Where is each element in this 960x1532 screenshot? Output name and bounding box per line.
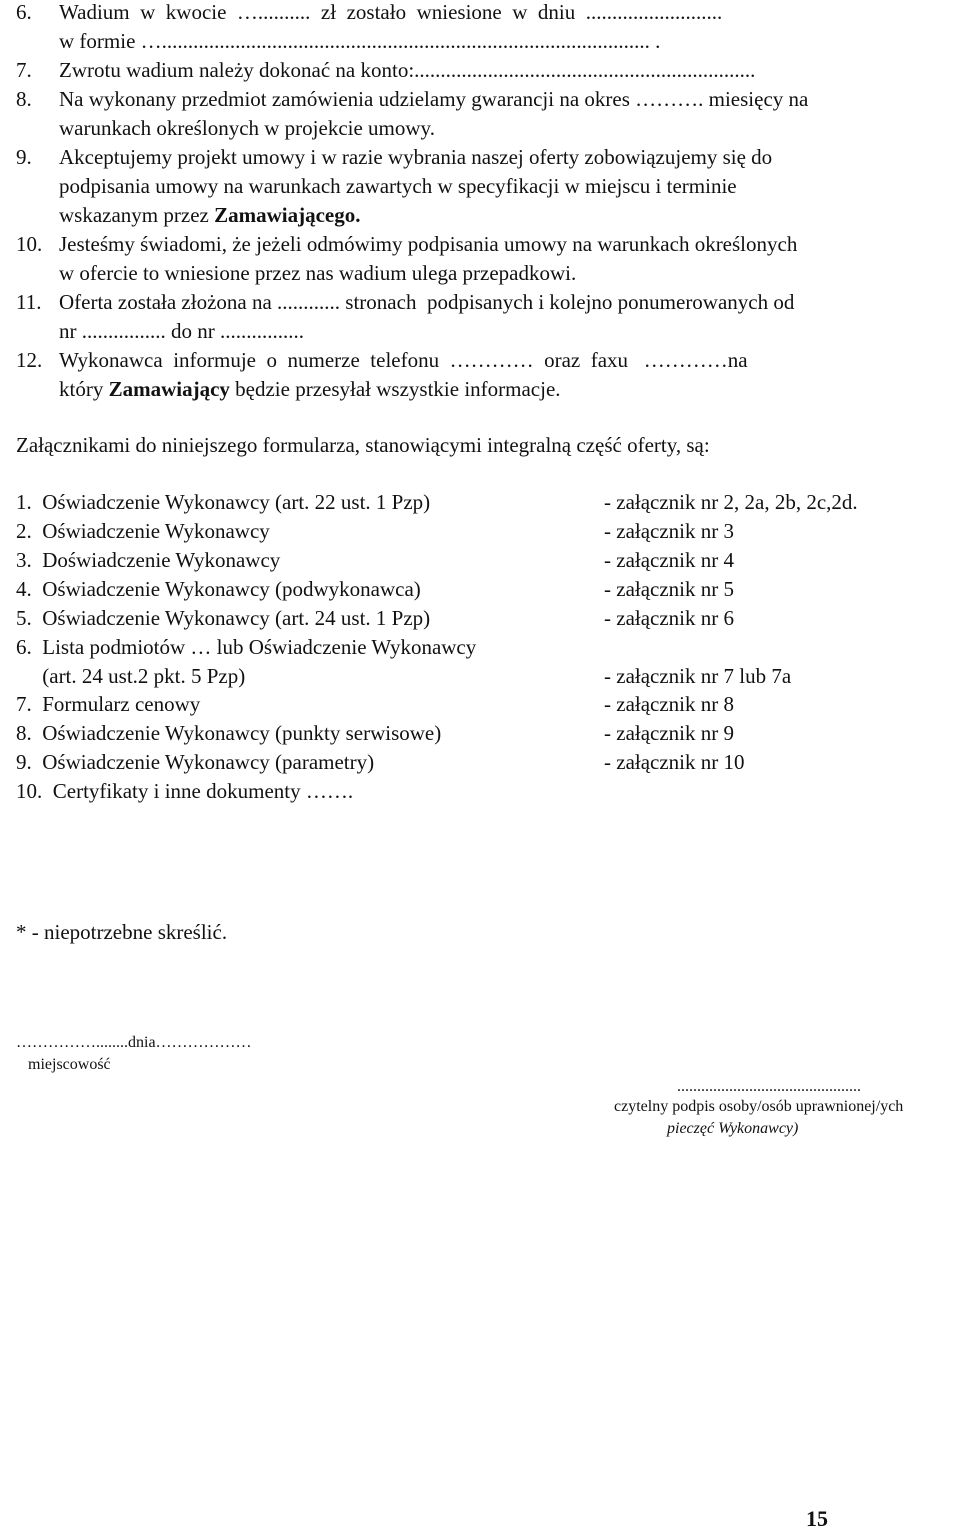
item-text: Zwrotu wadium należy dokonać na konto:................................................................. bbox=[59, 58, 756, 82]
attachment-name: 7. Formularz cenowy bbox=[16, 692, 201, 716]
place-date-line: ……………........dnia……………… bbox=[16, 1034, 252, 1051]
item-text: Jesteśmy świadomi, że jeżeli odmówimy podpisania umowy na warunkach określonych bbox=[59, 232, 798, 256]
item-text: Na wykonany przedmiot zamówienia udzielamy gwarancji na okres ………. miesięcy na bbox=[59, 87, 809, 111]
attachment-name: (art. 24 ust.2 pkt. 5 Pzp) bbox=[16, 664, 246, 688]
attachment-ref: - załącznik nr 8 bbox=[604, 692, 735, 716]
item-text: Wadium w kwocie ….......... zł zostało wniesione w dniu .......................... bbox=[59, 0, 723, 24]
item-text bbox=[59, 203, 360, 227]
attachments-intro: Załącznikami do niniejszego formularza, stanowiącymi integralną część oferty, są: bbox=[16, 433, 710, 457]
bold-term: Zamawiającego. bbox=[214, 203, 361, 227]
stamp-label: pieczęć Wykonawcy) bbox=[667, 1120, 799, 1137]
bold-term: Zamawiający bbox=[108, 377, 230, 401]
item-text: Wykonawca informuje o numerze telefonu ………… oraz faxu …………na bbox=[59, 348, 748, 372]
attachment-ref: - załącznik nr 6 bbox=[604, 606, 735, 630]
attachment-ref: - załącznik nr 7 lub 7a bbox=[604, 664, 792, 688]
item-text-part: będzie przesyłał wszystkie informacje. bbox=[229, 377, 561, 401]
attachment-name: 5. Oświadczenie Wykonawcy (art. 24 ust. 1 Pzp) bbox=[16, 606, 431, 630]
attachment-name: 10. Certyfikaty i inne dokumenty ……. bbox=[16, 779, 354, 803]
item-text: Oferta została złożona na ............ stronach podpisanych i kolejno ponumerowanych od bbox=[59, 290, 795, 314]
item-text: w formie …............................................................................................. . bbox=[59, 29, 661, 53]
attachment-name: 2. Oświadczenie Wykonawcy bbox=[16, 519, 270, 543]
attachment-name: 9. Oświadczenie Wykonawcy (parametry) bbox=[16, 750, 375, 774]
attachment-ref: - załącznik nr 9 bbox=[604, 721, 735, 745]
signature-dots: .............................................. bbox=[677, 1078, 861, 1095]
place-label: miejscowość bbox=[28, 1056, 111, 1073]
signature-label: czytelny podpis osoby/osób uprawnionej/ych bbox=[614, 1098, 904, 1115]
item-text: w ofercie to wniesione przez nas wadium ulega przepadkowi. bbox=[59, 261, 577, 285]
attachment-ref: - załącznik nr 3 bbox=[604, 519, 735, 543]
item-number: 7. bbox=[16, 58, 32, 82]
item-number: 12. bbox=[16, 348, 43, 372]
item-number: 9. bbox=[16, 145, 32, 169]
item-text: Akceptujemy projekt umowy i w razie wybrania naszej oferty zobowiązujemy się do bbox=[59, 145, 773, 169]
item-text: warunkach określonych w projekcie umowy. bbox=[59, 116, 435, 140]
item-number: 6. bbox=[16, 0, 32, 24]
item-text: podpisania umowy na warunkach zawartych w specyfikacji w miejscu i terminie bbox=[59, 174, 737, 198]
attachment-name: 4. Oświadczenie Wykonawcy (podwykonawca) bbox=[16, 577, 421, 601]
item-number: 8. bbox=[16, 87, 32, 111]
footnote: * - niepotrzebne skreślić. bbox=[16, 920, 228, 944]
attachment-ref: - załącznik nr 4 bbox=[604, 548, 735, 572]
attachment-ref: - załącznik nr 5 bbox=[604, 577, 735, 601]
attachment-name: 8. Oświadczenie Wykonawcy (punkty serwisowe) bbox=[16, 721, 442, 745]
attachment-ref: - załącznik nr 2, 2a, 2b, 2c,2d. bbox=[604, 490, 858, 514]
attachment-ref: - załącznik nr 10 bbox=[604, 750, 745, 774]
item-text bbox=[59, 377, 561, 401]
attachment-name: 6. Lista podmiotów … lub Oświadczenie Wykonawcy bbox=[16, 635, 477, 659]
attachment-name: 3. Doświadczenie Wykonawcy bbox=[16, 548, 281, 572]
page-number: 15 bbox=[806, 1506, 828, 1531]
item-text: nr ................ do nr ................ bbox=[59, 319, 304, 343]
item-text-part: który bbox=[59, 377, 109, 401]
item-number: 10. bbox=[16, 232, 43, 256]
item-text-part: wskazanym przez bbox=[59, 203, 215, 227]
attachment-name: 1. Oświadczenie Wykonawcy (art. 22 ust. 1 Pzp) bbox=[16, 490, 431, 514]
item-number: 11. bbox=[16, 290, 42, 314]
